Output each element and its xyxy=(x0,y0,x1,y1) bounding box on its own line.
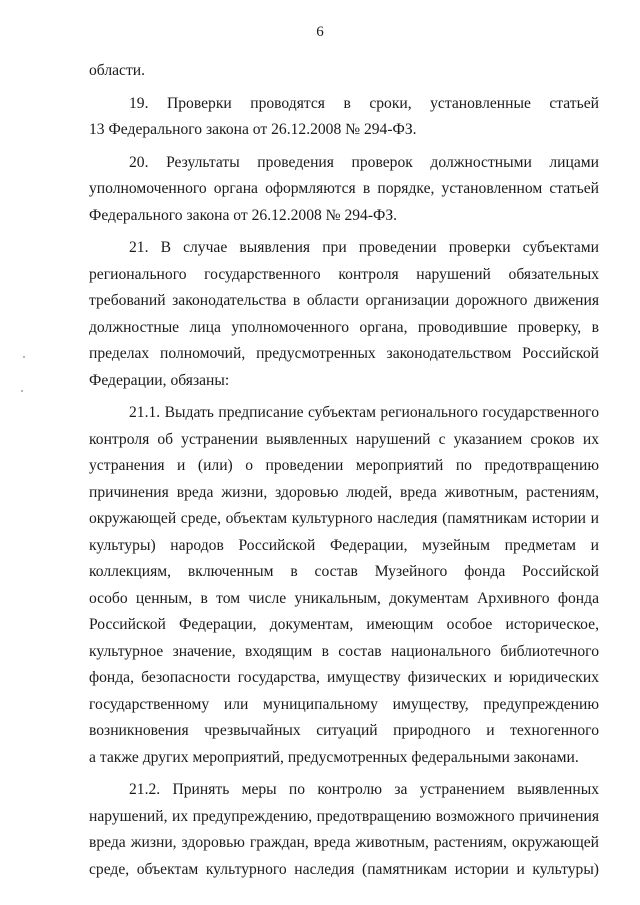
text-line: 19. Проверки проводятся в сроки, установленные статьей xyxy=(129,94,599,112)
text-line: Федерации, обязаны: xyxy=(89,371,230,389)
text-line: коллекциям, включенным в состав Музейного фонда Российской xyxy=(89,563,599,580)
paragraph xyxy=(89,777,599,883)
text-line: особо ценным, в том числе уникальным, документам Архивного фонда xyxy=(89,589,599,607)
paragraph xyxy=(89,58,599,85)
text-line: государственному или муниципальному имуществу, предупреждению xyxy=(89,695,599,713)
text-line: Российской Федерации, документам, имеющим особое историческое, xyxy=(89,616,599,633)
text-line: среде, объектам культурного наследия (памятникам истории и культуры) xyxy=(89,860,599,878)
text-line: 21.2. Принять меры по контролю за устранением выявленных xyxy=(129,781,599,798)
text-line: культуры) народов Российской Федерации, музейным предметам и xyxy=(89,536,599,554)
scan-speck xyxy=(21,390,23,392)
text-line: устранения и (или) о проведении мероприятий по предотвращению xyxy=(89,457,599,474)
text-line: культурное значение, входящим в состав национального библиотечного xyxy=(89,642,599,660)
paragraph xyxy=(89,235,599,394)
scan-speck xyxy=(23,356,25,358)
text-line: окружающей среде, объектам культурного наследия (памятникам истории и xyxy=(89,510,599,527)
text-line: должностные лица уполномоченного органа, проводившие проверку, в xyxy=(89,318,599,336)
text-line: вреда жизни, здоровью граждан, вреда животным, растениям, окружающей xyxy=(89,834,599,851)
text-line: нарушений, их предупреждению, предотвращению возможного причинения xyxy=(89,807,599,825)
text-line: контроля об устранении выявленных нарушений с указанием сроков их xyxy=(89,430,599,448)
document-body xyxy=(89,58,599,883)
text-line: уполномоченного органа оформляются в порядке, установленном статьей xyxy=(89,180,599,197)
text-line: 13 Федерального закона от 26.12.2008 № 294-ФЗ. xyxy=(89,121,417,138)
text-line: возникновения чрезвычайных ситуаций природного и техногенного xyxy=(89,722,599,739)
text-line: фонда, безопасности государства, имуществу физических и юридических xyxy=(89,669,599,686)
text-line: области. xyxy=(89,62,146,79)
paragraph xyxy=(89,400,599,771)
text-line: 21.1. Выдать предписание субъектам регионального государственного xyxy=(129,404,599,421)
text-line: пределах полномочий, предусмотренных законодательством Российской xyxy=(89,345,599,362)
text-line: регионального государственного контроля нарушений обязательных xyxy=(89,265,599,283)
text-line: Федерального закона от 26.12.2008 № 294-ФЗ. xyxy=(89,206,398,224)
paragraph xyxy=(89,150,599,230)
text-line: требований законодательства в области организации дорожного движения xyxy=(89,292,599,309)
page-number: 6 xyxy=(316,24,324,40)
paragraph xyxy=(89,91,599,144)
text-line: а также других мероприятий, предусмотренных федеральными законами. xyxy=(89,748,579,766)
text-line: 21. В случае выявления при проведении проверки субъектами xyxy=(129,239,599,256)
text-line: 20. Результаты проведения проверок должностными лицами xyxy=(129,153,599,171)
text-line: причинения вреда жизни, здоровью людей, вреда животным, растениям, xyxy=(89,483,599,501)
